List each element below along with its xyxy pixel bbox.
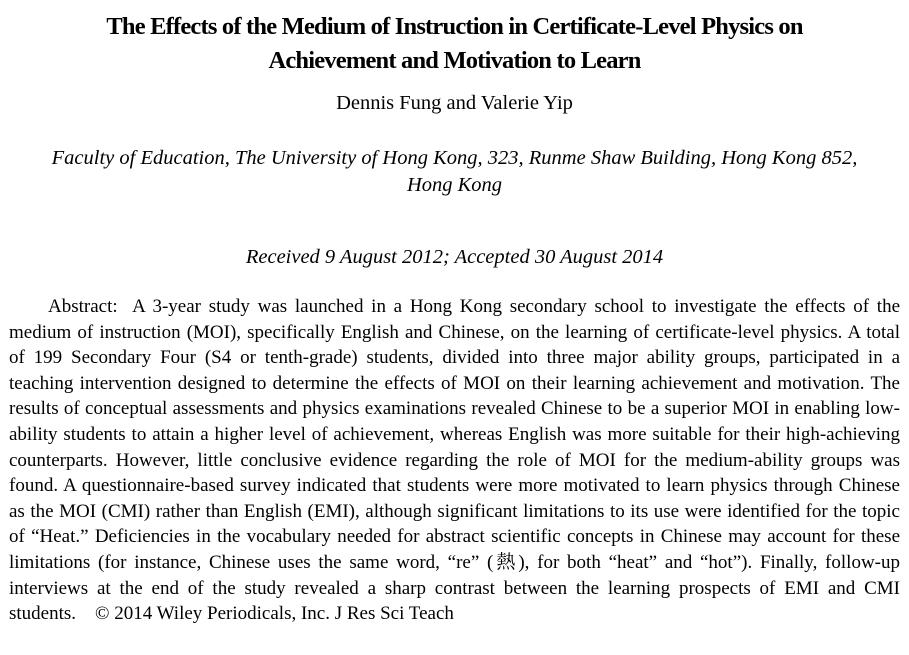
abstract-text: A 3-year study was launched in a Hong Kong secondary school to investigate the effects of the medium of instruction (MOI), specifically English and Chinese, on the learning of certificate-level physics. A total of 199 Secondary Four (S4 or tenth-grade) students, divided into three major ability groups, participated in a teaching intervention designed to determine the effects of MOI on their learning achievement and motivation. The results of conceptual assessments and physics examinations revealed Chinese to be a superior MOI in enabling low-ability students to attain a higher level of achievement, whereas English was more suitable for their high-achieving counterparts. However, little conclusive evidence regarding the role of MOI for the medium-ability groups was found. A questionnaire-based survey indicated that students were more motivated to learn physics through Chinese as the MOI (CMI) rather than English (EMI), although significant limitations to its use were identified for the topic of “Heat.” Deficiencies in the vocabulary needed for abstract scientific concepts in Chinese may account for these limitations (for instance, Chinese uses the same word, “re” (熱), for both “heat” and “hot”). Finally, follow-up interviews at the end of the study revealed a sharp contrast between the learning prospects of EMI and CMI students. — [9, 296, 900, 625]
copyright-notice: © 2014 Wiley Periodicals, Inc. J Res Sci Teach — [95, 603, 454, 625]
title-line-1: The Effects of the Medium of Instruction in Certificate-Level Physics on — [106, 13, 803, 40]
affiliation-line-2: Hong Kong — [406, 174, 503, 196]
paper-title — [0, 10, 909, 78]
title-line-2: Achievement and Motivation to Learn — [268, 47, 641, 74]
abstract — [9, 294, 900, 627]
affiliation — [0, 145, 909, 199]
affiliation-line-1: Faculty of Education, The University of Hong Kong, 323, Runme Shaw Building, Hong Kong 852, — [51, 147, 858, 169]
abstract-label: Abstract: — [48, 296, 118, 317]
authors: Dennis Fung and Valerie Yip — [336, 92, 573, 114]
received-accepted-dates: Received 9 August 2012; Accepted 30 August 2014 — [245, 246, 664, 268]
